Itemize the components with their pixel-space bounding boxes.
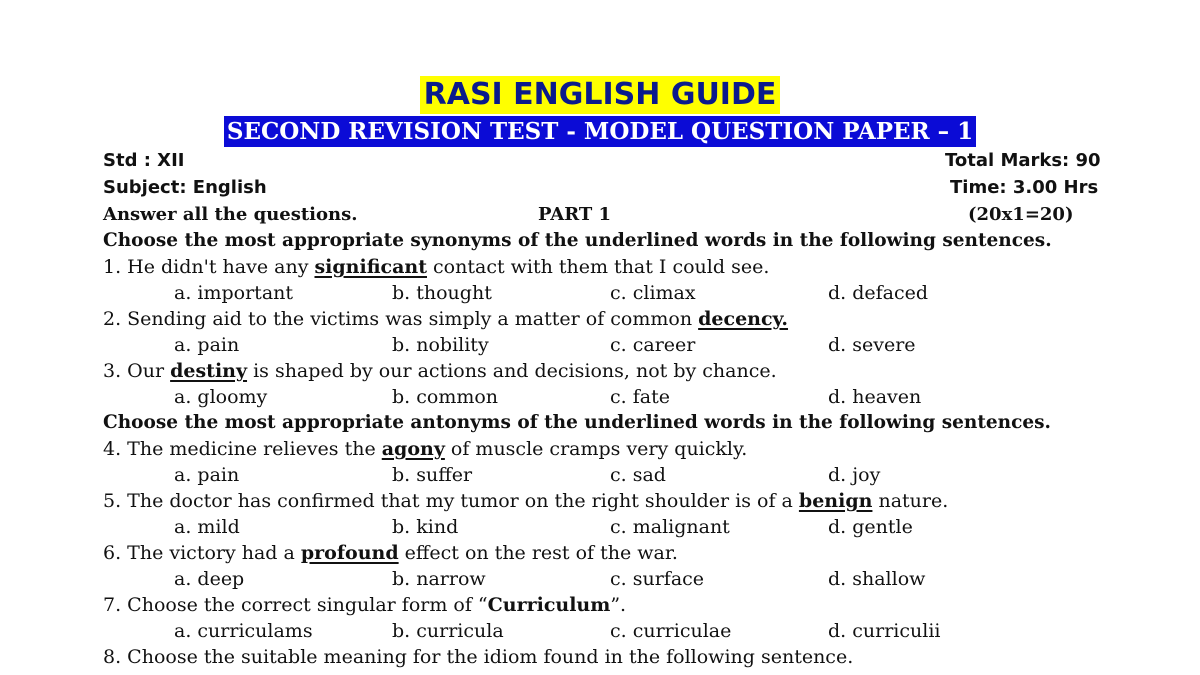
- question-text: 4. The medicine relieves the: [103, 438, 382, 460]
- option-a: a. deep: [174, 568, 245, 590]
- question-text: 3. Our: [103, 360, 171, 382]
- subject-label: Subject: English: [103, 177, 267, 198]
- option-b: b. curricula: [392, 620, 504, 642]
- antonyms-heading: Choose the most appropriate antonyms of the underlined words in the following sentences.: [103, 412, 1051, 433]
- option-c: c. sad: [610, 464, 666, 486]
- question-text: 1. He didn't have any: [103, 256, 315, 278]
- synonyms-heading: Choose the most appropriate synonyms of the underlined words in the following sentences.: [103, 230, 1052, 251]
- option-c: c. climax: [610, 282, 696, 304]
- title-row: [0, 76, 1200, 114]
- question-5: [103, 488, 948, 514]
- option-a: a. pain: [174, 464, 240, 486]
- option-d: d. gentle: [828, 516, 913, 538]
- option-b: b. thought: [392, 282, 492, 304]
- underlined-word: profound: [300, 542, 399, 564]
- underlined-word: significant: [314, 256, 427, 278]
- question-8: [103, 644, 853, 670]
- time-label: Time: 3.00 Hrs: [950, 177, 1099, 198]
- question-6: [103, 540, 678, 566]
- question-text: ”.: [610, 594, 627, 616]
- question-2: [103, 306, 788, 332]
- option-a: a. pain: [174, 334, 240, 356]
- option-c: c. malignant: [610, 516, 730, 538]
- underlined-word: agony: [381, 438, 445, 460]
- key-word: Curriculum: [487, 594, 611, 616]
- question-text: 6. The victory had a: [103, 542, 301, 564]
- question-text: nature.: [872, 490, 949, 512]
- option-d: d. shallow: [828, 568, 926, 590]
- question-text: 7. Choose the correct singular form of “: [103, 594, 488, 616]
- option-b: b. nobility: [392, 334, 489, 356]
- question-text: 2. Sending aid to the victims was simply a matter of common: [103, 308, 699, 330]
- marks-scheme: (20x1=20): [968, 204, 1074, 225]
- option-d: d. curriculii: [828, 620, 941, 642]
- question-text: is shaped by our actions and decisions, not by chance.: [247, 360, 777, 382]
- option-c: c. fate: [610, 386, 670, 408]
- option-b: b. suffer: [392, 464, 473, 486]
- guide-title: RASI ENGLISH GUIDE: [420, 76, 781, 114]
- subtitle-row: [0, 116, 1200, 147]
- paper-subtitle: SECOND REVISION TEST - MODEL QUESTION PAPER – 1: [224, 116, 976, 147]
- option-d: d. joy: [828, 464, 881, 486]
- option-b: b. kind: [392, 516, 459, 538]
- underlined-word: destiny: [170, 360, 248, 382]
- question-text: contact with them that I could see.: [427, 256, 770, 278]
- option-d: d. defaced: [828, 282, 929, 304]
- option-b: b. common: [392, 386, 499, 408]
- question-text: 5. The doctor has confirmed that my tumor on the right shoulder is of a: [103, 490, 799, 512]
- question-text: 8. Choose the suitable meaning for the idiom found in the following sentence.: [103, 646, 854, 668]
- question-7: [103, 592, 626, 618]
- question-3: [103, 358, 777, 384]
- option-d: d. heaven: [828, 386, 922, 408]
- option-a: a. mild: [174, 516, 240, 538]
- part-label: PART 1: [538, 204, 612, 225]
- underlined-word: benign: [798, 490, 873, 512]
- std-label: Std : XII: [103, 150, 185, 171]
- option-a: a. curriculams: [174, 620, 313, 642]
- question-text: effect on the rest of the war.: [398, 542, 678, 564]
- total-marks: Total Marks: 90: [945, 150, 1101, 171]
- question-4: [103, 436, 747, 462]
- option-c: c. curriculae: [610, 620, 732, 642]
- question-1: [103, 254, 769, 280]
- option-c: c. career: [610, 334, 696, 356]
- option-d: d. severe: [828, 334, 916, 356]
- question-text: of muscle cramps very quickly.: [444, 438, 748, 460]
- instruction: Answer all the questions.: [103, 204, 358, 225]
- option-b: b. narrow: [392, 568, 486, 590]
- option-a: a. important: [174, 282, 294, 304]
- option-a: a. gloomy: [174, 386, 268, 408]
- underlined-word: decency.: [698, 308, 789, 330]
- option-c: c. surface: [610, 568, 705, 590]
